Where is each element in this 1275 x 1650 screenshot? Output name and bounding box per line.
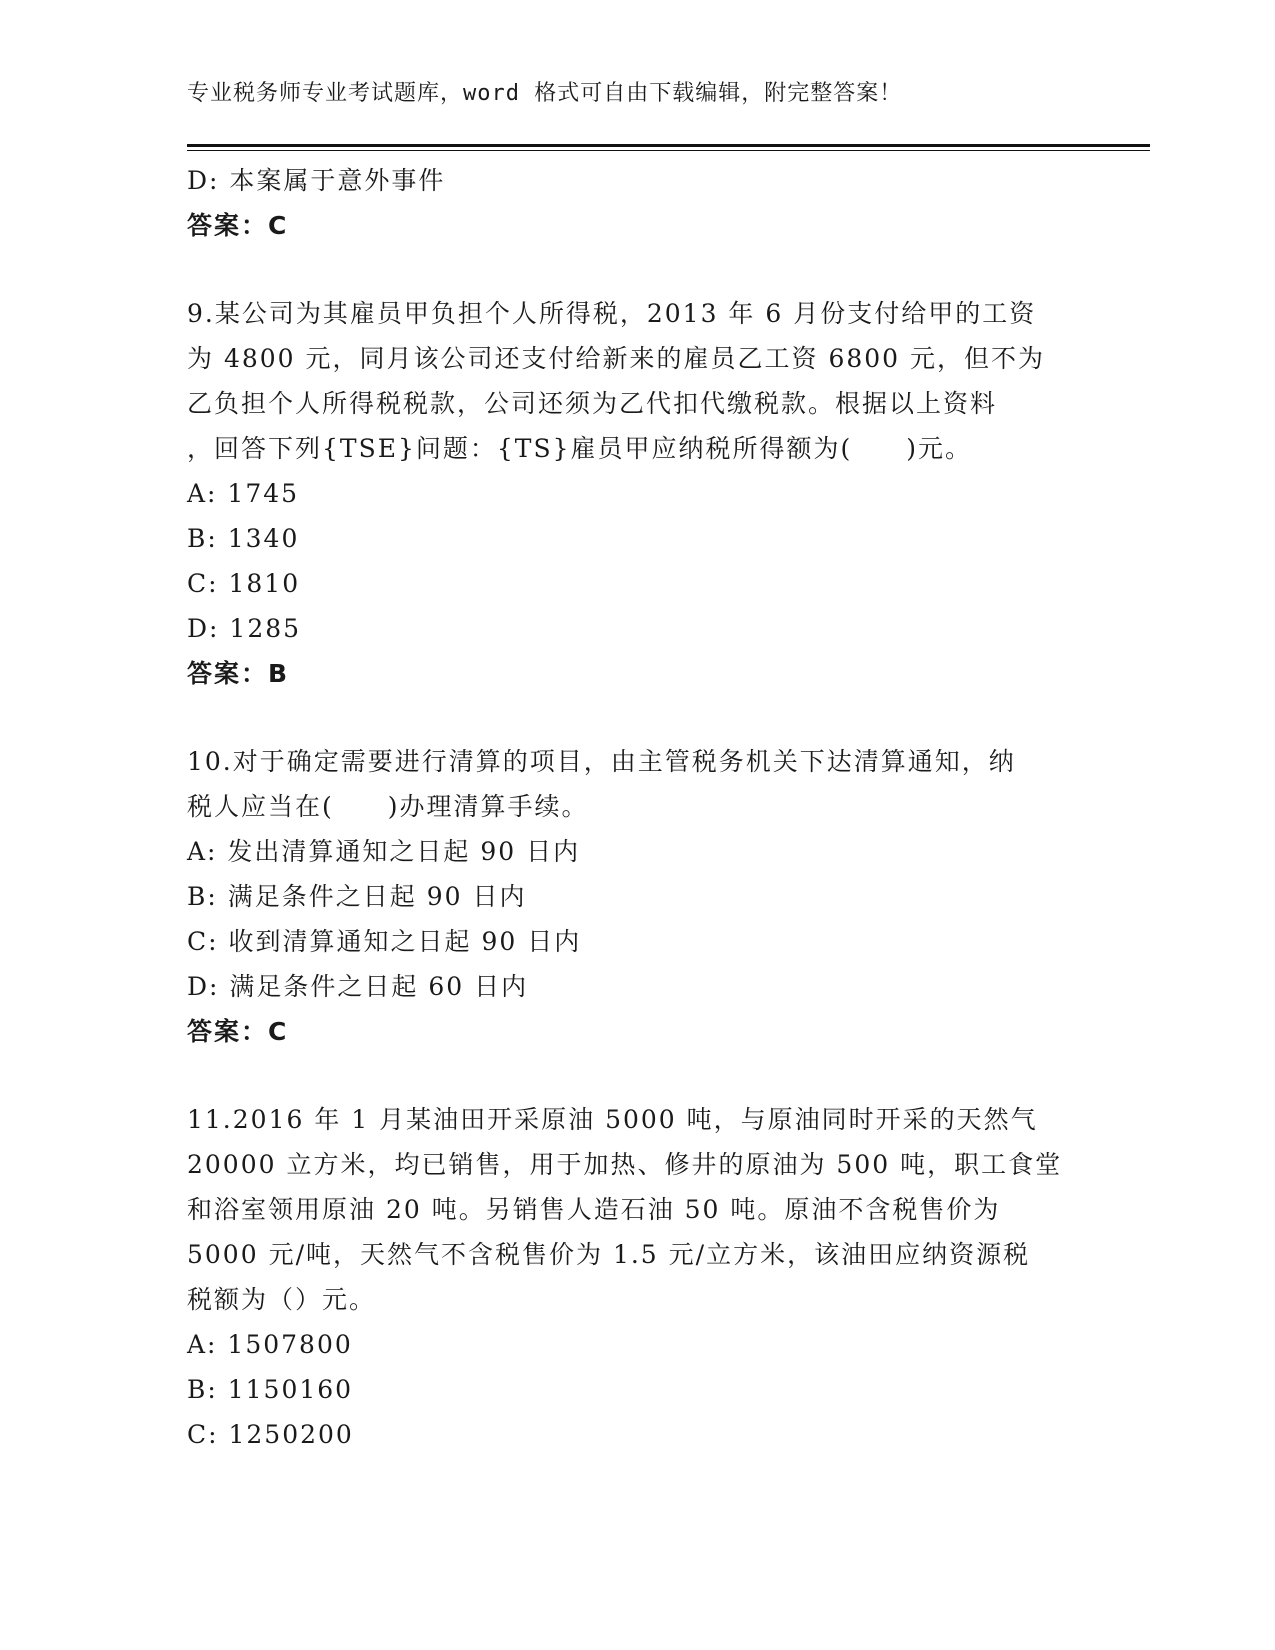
question-8-tail xyxy=(187,158,1087,248)
option-c: C: 1810 xyxy=(187,569,301,598)
header-divider-thin xyxy=(187,150,1150,151)
option-a: A: 1745 xyxy=(187,479,300,508)
option-b: B: 1340 xyxy=(187,524,300,553)
question-text-line: 和浴室领用原油 20 吨。另销售人造石油 50 吨。原油不含税售价为 xyxy=(187,1195,1001,1224)
option-d: D: 1285 xyxy=(187,614,302,643)
option-a: A: 1507800 xyxy=(187,1330,353,1359)
question-text-line: 20000 立方米，均已销售，用于加热、修井的原油为 500 吨，职工食堂 xyxy=(187,1150,1063,1179)
question-text-line: 税额为（）元。 xyxy=(187,1285,377,1314)
question-text-line: 5000 元/吨，天然气不含税售价为 1.5 元/立方米，该油田应纳资源税 xyxy=(187,1240,1031,1269)
question-9 xyxy=(187,291,1087,696)
answer: 答案：C xyxy=(187,211,289,240)
question-text-line: 11.2016 年 1 月某油田开采原油 5000 吨，与原油同时开采的天然气 xyxy=(187,1105,1038,1134)
answer: 答案：B xyxy=(187,659,290,688)
option-a: A: 发出清算通知之日起 90 日内 xyxy=(187,837,581,866)
question-text-line: 乙负担个人所得税税款，公司还须为乙代扣代缴税款。根据以上资料 xyxy=(187,389,998,418)
header-divider xyxy=(187,144,1150,147)
option-c: C: 1250200 xyxy=(187,1420,354,1449)
question-text-line: ，回答下列{TSE}问题：{TS}雇员甲应纳税所得额为( )元。 xyxy=(187,434,972,463)
question-text-line: 9.某公司为其雇员甲负担个人所得税，2013 年 6 月份支付给甲的工资 xyxy=(187,299,1037,328)
option-b: B: 1150160 xyxy=(187,1375,354,1404)
question-text-line: 为 4800 元，同月该公司还支付给新来的雇员乙工资 6800 元，但不为 xyxy=(187,344,1046,373)
option-c: C: 收到清算通知之日起 90 日内 xyxy=(187,927,582,956)
option-b: B: 满足条件之日起 90 日内 xyxy=(187,882,527,911)
answer: 答案：C xyxy=(187,1017,289,1046)
document-body xyxy=(187,158,1087,1457)
question-text-line: 10.对于确定需要进行清算的项目，由主管税务机关下达清算通知，纳 xyxy=(187,747,1016,776)
option-d: D: 满足条件之日起 60 日内 xyxy=(187,972,529,1001)
question-text-line: 税人应当在( )办理清算手续。 xyxy=(187,792,589,821)
question-10 xyxy=(187,739,1087,1054)
question-11 xyxy=(187,1097,1087,1457)
option-d: D: 本案属于意外事件 xyxy=(187,166,446,195)
page-header: 专业税务师专业考试题库，word 格式可自由下载编辑，附完整答案！ xyxy=(187,81,903,106)
